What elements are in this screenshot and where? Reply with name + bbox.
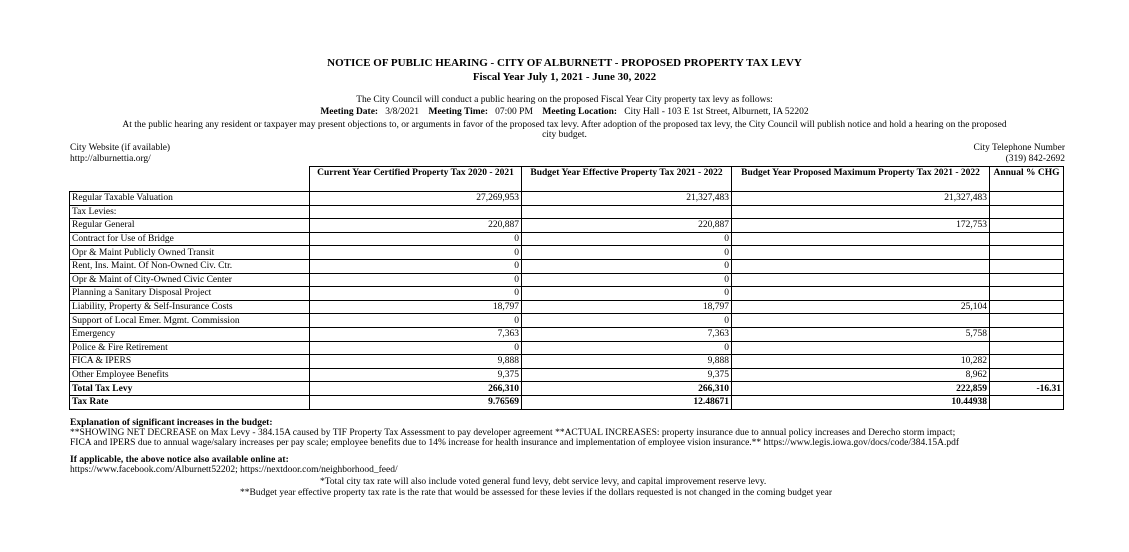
website-link[interactable]: http://alburnettia.org/ (70, 153, 151, 164)
cell-annual-chg (990, 273, 1064, 287)
table-row (70, 368, 1064, 382)
table-row (70, 300, 1064, 314)
row-label: Support of Local Emer. Mgmt. Commission (70, 314, 310, 328)
meeting-location: City Hall - 103 E 1st Street, Alburnett, IA 52202 (624, 107, 809, 117)
cell-annual-chg (990, 368, 1064, 382)
cell-current: 18,797 (310, 300, 522, 314)
cell-effective: 18,797 (522, 300, 732, 314)
objection-text: At the public hearing any resident or taxpayer may present objections to, or arguments in favor of the proposed tax levy. After adoption of the proposed tax levy, the City Council will publish notice and hold a hearing on the proposed (122, 120, 1007, 130)
cell-proposed: 172,753 (732, 219, 990, 233)
footnote-effective-rate: **Budget year effective property tax rate is the rate that would be assessed for these levies if the dollars requested is not changed in the coming budget year (240, 488, 833, 498)
city-website-block (70, 143, 170, 164)
row-label: Rent, Ins. Maint. Of Non-Owned Civ. Ctr. (70, 259, 310, 273)
cell-annual-chg (990, 205, 1064, 219)
cell-current: 0 (310, 232, 522, 246)
cell-annual-chg (990, 246, 1064, 260)
cell-proposed (732, 246, 990, 260)
cell-annual-chg (990, 395, 1064, 409)
cell-effective: 9,375 (522, 368, 732, 382)
header-blank-cell (70, 167, 310, 192)
table-row (70, 205, 1064, 219)
row-label: Planning a Sanitary Disposal Project (70, 287, 310, 301)
footnote-total-rate: *Total city tax rate will also include voted general fund levy, debt service levy, and capital improvement reserve levy. (320, 477, 767, 487)
row-label: Other Employee Benefits (70, 368, 310, 382)
cell-current: 0 (310, 273, 522, 287)
table-row (70, 327, 1064, 341)
cell-annual-chg: -16.31 (990, 382, 1064, 396)
explanation-line-1: **SHOWING NET DECREASE on Max Levy - 384.15A caused by TIF Property Tax Assessment to pay developer agreement **ACTUAL INCREASES: property insurance due to annual policy increases and Derecho storm impact; (70, 428, 956, 438)
table-row (70, 341, 1064, 355)
table-row (70, 355, 1064, 369)
meeting-info (0, 107, 1129, 117)
cell-proposed: 10.44938 (732, 395, 990, 409)
cell-annual-chg (990, 341, 1064, 355)
website-label: City Website (if available) (70, 143, 171, 153)
table-header-row (70, 167, 1064, 192)
cell-current: 9,888 (310, 355, 522, 369)
cell-current (310, 205, 522, 219)
cell-proposed (732, 232, 990, 246)
cell-effective: 220,887 (522, 219, 732, 233)
online-heading: If applicable, the above notice also available online at: (70, 455, 289, 465)
cell-current: 266,310 (310, 382, 522, 396)
online-links[interactable]: https://www.facebook.com/Alburnett52202; https://nextdoor.com/neighborhood_feed/ (70, 465, 398, 475)
cell-annual-chg (990, 232, 1064, 246)
cell-annual-chg (990, 300, 1064, 314)
cell-annual-chg (990, 314, 1064, 328)
cell-effective: 0 (522, 259, 732, 273)
cell-proposed: 222,859 (732, 382, 990, 396)
explanation-line-2: FICA and IPERS due to annual wage/salary increases per pay scale; employee benefits due to 14% increase for health insurance and implementation of employee vision insurance.** https://www.legis.iowa.gov/docs/code/384.15A.pdf (70, 438, 959, 448)
cell-proposed (732, 287, 990, 301)
table-row (70, 259, 1064, 273)
cell-current: 9.76569 (310, 395, 522, 409)
levy-table (69, 166, 1064, 410)
cell-proposed (732, 205, 990, 219)
column-header-proposed: Budget Year Proposed Maximum Property Tax 2021 - 2022 (732, 167, 990, 192)
cell-annual-chg (990, 327, 1064, 341)
cell-proposed: 10,282 (732, 355, 990, 369)
cell-current: 0 (310, 259, 522, 273)
cell-current: 7,363 (310, 327, 522, 341)
row-label: Tax Levies: (70, 205, 310, 219)
row-label: Contract for Use of Bridge (70, 232, 310, 246)
row-label: Total Tax Levy (70, 382, 310, 396)
cell-proposed: 5,758 (732, 327, 990, 341)
cell-effective: 0 (522, 341, 732, 355)
cell-effective: 0 (522, 246, 732, 260)
cell-effective: 266,310 (522, 382, 732, 396)
row-label: Regular General (70, 219, 310, 233)
phone-number: (319) 842-2692 (1005, 153, 1065, 164)
column-header-annual-chg: Annual % CHG (990, 167, 1064, 192)
city-phone-block (973, 143, 1065, 164)
cell-proposed: 25,104 (732, 300, 990, 314)
cell-annual-chg (990, 355, 1064, 369)
table-row (70, 287, 1064, 301)
cell-annual-chg (990, 287, 1064, 301)
cell-current: 0 (310, 246, 522, 260)
cell-annual-chg (990, 219, 1064, 233)
meeting-date-label: Meeting Date: (320, 107, 379, 117)
cell-proposed (732, 314, 990, 328)
cell-current: 27,269,953 (310, 192, 522, 206)
cell-current: 0 (310, 314, 522, 328)
cell-proposed: 8,962 (732, 368, 990, 382)
cell-proposed (732, 341, 990, 355)
table-row (70, 273, 1064, 287)
row-label: Opr & Maint of City-Owned Civic Center (70, 273, 310, 287)
cell-proposed (732, 259, 990, 273)
row-label: Opr & Maint Publicly Owned Transit (70, 246, 310, 260)
row-label: Tax Rate (70, 395, 310, 409)
table-row (70, 246, 1064, 260)
row-label: FICA & IPERS (70, 355, 310, 369)
column-header-effective: Budget Year Effective Property Tax 2021 - 2022 (522, 167, 732, 192)
cell-current: 0 (310, 341, 522, 355)
row-label: Regular Taxable Valuation (70, 192, 310, 206)
table-row (70, 219, 1064, 233)
notice-title: NOTICE OF PUBLIC HEARING - CITY OF ALBURNETT - PROPOSED PROPERTY TAX LEVY (327, 57, 802, 69)
cell-annual-chg (990, 259, 1064, 273)
objection-text-continued: city budget. (542, 130, 587, 140)
cell-effective (522, 205, 732, 219)
cell-current: 0 (310, 287, 522, 301)
meeting-location-label: Meeting Location: (542, 107, 618, 117)
table-row (70, 314, 1064, 328)
meeting-date: 3/8/2021 (385, 107, 419, 117)
intro-text: The City Council will conduct a public hearing on the proposed Fiscal Year City property tax levy as follows: (356, 95, 773, 105)
table-row (70, 232, 1064, 246)
explanation-heading: Explanation of significant increases in the budget: (70, 418, 273, 428)
row-label: Liability, Property & Self-Insurance Costs (70, 300, 310, 314)
cell-annual-chg (990, 192, 1064, 206)
cell-effective: 7,363 (522, 327, 732, 341)
fiscal-year: Fiscal Year July 1, 2021 - June 30, 2022 (472, 71, 657, 83)
cell-effective: 9,888 (522, 355, 732, 369)
cell-proposed (732, 273, 990, 287)
column-header-current: Current Year Certified Property Tax 2020 - 2021 (310, 167, 522, 192)
meeting-time: 07:00 PM (495, 107, 533, 117)
cell-effective: 21,327,483 (522, 192, 732, 206)
cell-current: 220,887 (310, 219, 522, 233)
meeting-time-label: Meeting Time: (428, 107, 489, 117)
phone-label: City Telephone Number (973, 143, 1065, 153)
cell-effective: 0 (522, 273, 732, 287)
cell-effective: 0 (522, 314, 732, 328)
table-row (70, 382, 1064, 396)
table-row (70, 395, 1064, 409)
cell-effective: 0 (522, 287, 732, 301)
cell-current: 9,375 (310, 368, 522, 382)
row-label: Police & Fire Retirement (70, 341, 310, 355)
cell-proposed: 21,327,483 (732, 192, 990, 206)
cell-effective: 12.48671 (522, 395, 732, 409)
table-row (70, 192, 1064, 206)
cell-effective: 0 (522, 232, 732, 246)
row-label: Emergency (70, 327, 310, 341)
